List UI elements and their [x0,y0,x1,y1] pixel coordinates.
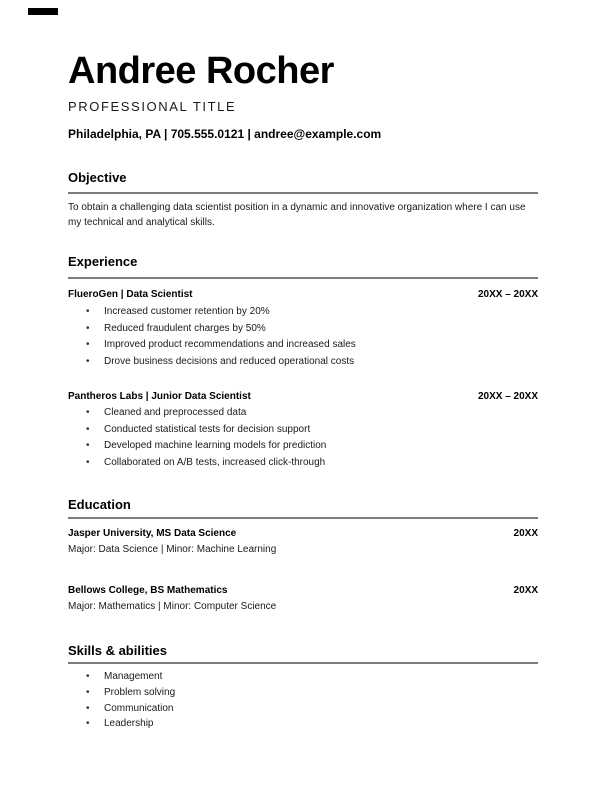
job-bullet: • Collaborated on A/B tests, increased click-through [68,455,538,472]
job-bullet: • Conducted statistical tests for decision support [68,422,538,439]
skills-list [68,669,538,732]
objective-line: To obtain a challenging data scientist position in a dynamic and innovative organization where I can use [68,202,526,213]
section-divider [68,192,538,194]
objective-paragraph [68,201,550,230]
school-dates: 20XX [513,528,538,539]
education-header [68,527,538,541]
school-details: Major: Data Science | Minor: Machine Learning [68,544,277,555]
job-header [68,288,538,302]
job-dates: 20XX – 20XX [477,289,538,300]
job-bullet: • Improved product recommendations and increased sales [68,337,538,354]
candidate-name: Andree Rocher [68,50,334,92]
objective-line: my technical and analytical skills. [68,216,215,228]
school-title: Jasper University, MS Data Science [68,528,237,539]
job-bullet: • Increased customer retention by 20% [68,304,538,321]
skill-item: • Management [68,669,538,685]
job-title: FlueroGen | Data Scientist [68,289,193,300]
education-heading: Education [68,497,131,512]
job-bullet-list [68,405,538,472]
skill-item: • Problem solving [68,685,538,701]
experience-heading: Experience [68,254,138,269]
contact-line: Philadelphia, PA | 705.555.0121 | andree@example.com [68,127,382,141]
job-bullet-list [68,304,538,371]
skill-item: • Communication [68,701,538,717]
school-title: Bellows College, BS Mathematics [68,585,228,596]
school-dates: 20XX [513,585,538,596]
corner-accent-bar [28,8,58,15]
job-bullet: • Developed machine learning models for prediction [68,438,538,455]
skills-heading: Skills & abilities [68,643,167,658]
job-title: Pantheros Labs | Junior Data Scientist [68,391,251,402]
section-divider [68,517,538,519]
school-details: Major: Mathematics | Minor: Computer Science [68,601,277,612]
professional-title: PROFESSIONAL TITLE [68,99,237,114]
skill-item: • Leadership [68,716,538,732]
section-divider [68,662,538,664]
job-bullet: • Cleaned and preprocessed data [68,405,538,422]
job-bullet: • Drove business decisions and reduced operational costs [68,354,538,371]
job-bullet: • Reduced fraudulent charges by 50% [68,321,538,338]
section-divider [68,277,538,279]
education-header [68,584,538,598]
objective-heading: Objective [68,170,127,185]
job-header [68,390,538,404]
job-dates: 20XX – 20XX [477,391,538,402]
